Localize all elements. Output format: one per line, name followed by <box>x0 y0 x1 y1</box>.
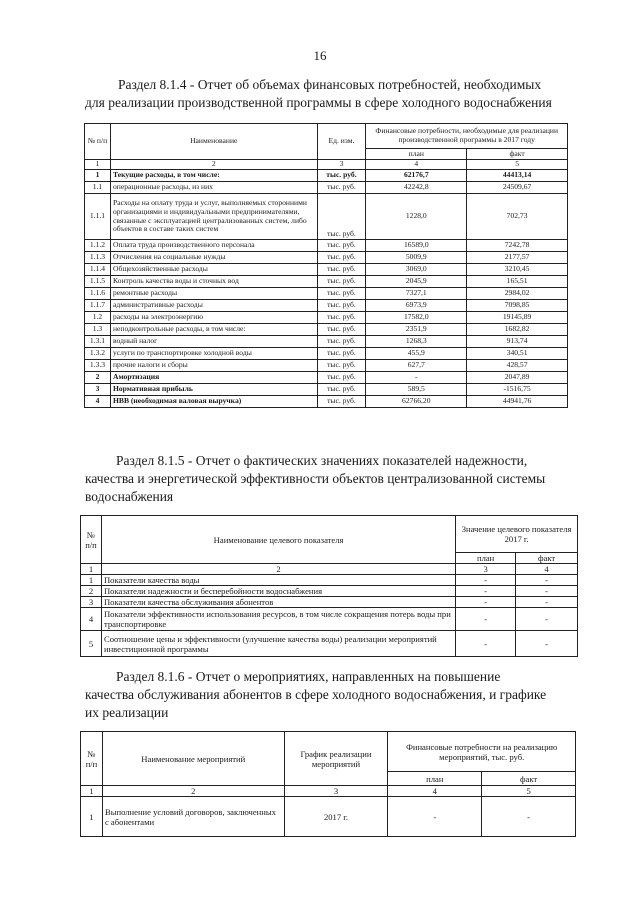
col-number-5: 5 <box>482 786 576 797</box>
row-fact: 165,51 <box>467 276 568 288</box>
row-num: 5 <box>81 631 102 657</box>
row-num: 1.1.3 <box>85 252 111 264</box>
table-row <box>85 348 568 360</box>
row-num: 2 <box>85 372 111 384</box>
row-plan: - <box>388 797 482 837</box>
row-num: 1.1.2 <box>85 240 111 252</box>
row-num: 1 <box>81 797 103 837</box>
row-unit: тыс. руб. <box>317 300 366 312</box>
col-number-3: 3 <box>317 160 366 170</box>
col-header-fact: факт <box>516 553 578 564</box>
row-num: 1.3 <box>85 324 111 336</box>
row-name: расходы на электроэнергию <box>110 312 317 324</box>
row-unit: тыс. руб. <box>317 194 366 240</box>
col-header-name: Наименование мероприятий <box>102 732 284 786</box>
row-name: Отчисления на социальные нужды <box>110 252 317 264</box>
table-row <box>85 252 568 264</box>
col-number-2: 2 <box>110 160 317 170</box>
col-header-fact: факт <box>467 149 568 160</box>
col-header-name: Наименование целевого показателя <box>101 516 455 564</box>
row-fact: - <box>516 608 578 631</box>
col-number-2: 2 <box>102 786 284 797</box>
row-plan: 7327,1 <box>366 288 467 300</box>
row-plan: 1268,3 <box>366 336 467 348</box>
section-2-title-line-3: водоснабжения <box>85 489 174 504</box>
row-name: неподконтрольные расходы, в том числе: <box>110 324 317 336</box>
row-num: 3 <box>85 384 111 396</box>
row-num: 1.2 <box>85 312 111 324</box>
row-name: административные расходы <box>110 300 317 312</box>
row-num: 1.1.1 <box>85 194 111 240</box>
row-fact: 2047,89 <box>467 372 568 384</box>
table-row <box>81 586 578 597</box>
row-name: водный налог <box>110 336 317 348</box>
table-row <box>85 240 568 252</box>
row-name: НВВ (необходимая валовая выручка) <box>110 396 317 408</box>
row-plan: - <box>366 372 467 384</box>
row-fact: 44413,14 <box>467 170 568 182</box>
row-name: Оплата труда производственного персонала <box>110 240 317 252</box>
row-schedule: 2017 г. <box>284 797 388 837</box>
table-row <box>81 575 578 586</box>
col-header-num: № п/п <box>81 732 103 786</box>
row-unit: тыс. руб. <box>317 170 366 182</box>
row-fact: -1516,75 <box>467 384 568 396</box>
row-unit: тыс. руб. <box>317 240 366 252</box>
col-number-3: 3 <box>284 786 388 797</box>
table-row <box>81 797 576 837</box>
row-num: 1.1 <box>85 182 111 194</box>
table-row <box>85 312 568 324</box>
row-num: 1 <box>85 170 111 182</box>
row-plan: 2351,9 <box>366 324 467 336</box>
table-row <box>85 396 568 408</box>
row-plan: - <box>456 608 516 631</box>
row-num: 1.3.2 <box>85 348 111 360</box>
row-unit: тыс. руб. <box>317 336 366 348</box>
row-unit: тыс. руб. <box>317 264 366 276</box>
col-header-plan: план <box>456 553 516 564</box>
row-name: Текущие расходы, в том числе: <box>110 170 317 182</box>
row-name: ремонтные расходы <box>110 288 317 300</box>
table-row <box>85 288 568 300</box>
row-num: 1.3.3 <box>85 360 111 372</box>
table-row <box>81 597 578 608</box>
row-plan: 62766,20 <box>366 396 467 408</box>
table-row <box>81 608 578 631</box>
row-fact: 340,51 <box>467 348 568 360</box>
row-plan: - <box>456 631 516 657</box>
col-header-fact: факт <box>482 772 576 786</box>
row-fact: 44941,76 <box>467 396 568 408</box>
row-num: 2 <box>81 586 102 597</box>
table-row <box>85 182 568 194</box>
col-number-2: 2 <box>101 564 455 575</box>
table-row <box>85 276 568 288</box>
row-name: Выполнение условий договоров, заключенных с абонентами <box>102 797 284 837</box>
row-unit: тыс. руб. <box>317 384 366 396</box>
row-name: услуги по транспортировке холодной воды <box>110 348 317 360</box>
row-num: 1 <box>81 575 102 586</box>
col-number-5: 5 <box>467 160 568 170</box>
row-name: Амортизация <box>110 372 317 384</box>
col-header-plan: план <box>388 772 482 786</box>
row-name: Контроль качества воды и сточных вод <box>110 276 317 288</box>
col-header-num: № п/п <box>81 516 102 564</box>
financial-needs-table <box>84 123 568 408</box>
table-row <box>85 372 568 384</box>
row-name: Показатели эффективности использования ресурсов, в том числе сокращения потерь воды при транспортировке <box>101 608 455 631</box>
table-row <box>85 194 568 240</box>
row-fact: - <box>516 586 578 597</box>
row-fact: 2984,02 <box>467 288 568 300</box>
row-num: 4 <box>85 396 111 408</box>
row-plan: 5009,9 <box>366 252 467 264</box>
section-1-title-line-1: Раздел 8.1.4 - Отчет об объемах финансовых потребностей, необходимых <box>118 77 542 92</box>
col-header-unit: Ед. изм. <box>317 124 366 160</box>
row-num: 4 <box>81 608 102 631</box>
row-plan: 455,9 <box>366 348 467 360</box>
row-fact: 7098,85 <box>467 300 568 312</box>
row-plan: - <box>456 597 516 608</box>
row-plan: 62176,7 <box>366 170 467 182</box>
row-unit: тыс. руб. <box>317 252 366 264</box>
row-plan: - <box>456 575 516 586</box>
row-fact: 913,74 <box>467 336 568 348</box>
section-3-title-line-2: качества обслуживания абонентов в сфере холодного водоснабжения, и графике <box>85 687 547 702</box>
row-fact: - <box>516 597 578 608</box>
row-fact: 3210,45 <box>467 264 568 276</box>
col-number-1: 1 <box>81 564 102 575</box>
row-plan: - <box>456 586 516 597</box>
measures-table <box>80 731 576 837</box>
table-row <box>85 384 568 396</box>
col-header-plan: план <box>366 149 467 160</box>
row-num: 1.1.7 <box>85 300 111 312</box>
section-2-title-line-2: качества и энергетической эффективности объектов централизованной системы <box>85 471 546 486</box>
col-number-1: 1 <box>85 160 111 170</box>
row-name: Общехозяйственные расходы <box>110 264 317 276</box>
row-name: Нормативная прибыль <box>110 384 317 396</box>
section-2-title-line-1: Раздел 8.1.5 - Отчет о фактических значениях показателей надежности, <box>116 453 528 468</box>
target-indicators-table <box>80 515 578 657</box>
section-3-title-line-3: их реализации <box>85 705 169 720</box>
table-row <box>85 324 568 336</box>
row-plan: 589,5 <box>366 384 467 396</box>
table-row <box>85 336 568 348</box>
row-unit: тыс. руб. <box>317 396 366 408</box>
row-num: 3 <box>81 597 102 608</box>
row-name: Показатели качества воды <box>101 575 455 586</box>
row-name: прочие налоги и сборы <box>110 360 317 372</box>
row-unit: тыс. руб. <box>317 312 366 324</box>
row-unit: тыс. руб. <box>317 372 366 384</box>
row-unit: тыс. руб. <box>317 182 366 194</box>
table-row <box>85 300 568 312</box>
col-header-financial-needs: Финансовые потребности на реализацию мероприятий, тыс. руб. <box>388 732 576 772</box>
row-plan: 17582,0 <box>366 312 467 324</box>
row-unit: тыс. руб. <box>317 348 366 360</box>
row-num: 1.1.6 <box>85 288 111 300</box>
col-number-4: 4 <box>388 786 482 797</box>
col-header-financial-needs: Финансовые потребности, необходимые для реализации производственной программы в 2017 году <box>366 124 568 149</box>
col-header-num: № п/п <box>85 124 111 160</box>
row-plan: 1228,0 <box>366 194 467 240</box>
row-plan: 3069,0 <box>366 264 467 276</box>
row-fact: 702,73 <box>467 194 568 240</box>
row-name: операционные расходы, из них <box>110 182 317 194</box>
row-name: Показатели надежности и бесперебойности водоснабжения <box>101 586 455 597</box>
row-fact: - <box>516 631 578 657</box>
table-row <box>81 631 578 657</box>
row-plan: 16589,0 <box>366 240 467 252</box>
row-num: 1.1.5 <box>85 276 111 288</box>
row-name: Показатели качества обслуживания абонентов <box>101 597 455 608</box>
row-name: Соотношение цены и эффективности (улучшение качества воды) реализации мероприятий инвестиционной программы <box>101 631 455 657</box>
row-fact: - <box>516 575 578 586</box>
row-fact: - <box>482 797 576 837</box>
row-unit: тыс. руб. <box>317 360 366 372</box>
row-unit: тыс. руб. <box>317 324 366 336</box>
col-header-schedule: График реализации мероприятий <box>284 732 388 786</box>
section-3-title-line-1: Раздел 8.1.6 - Отчет о мероприятиях, направленных на повышение <box>116 669 501 684</box>
table-row <box>85 170 568 182</box>
page-number: 16 <box>313 48 327 63</box>
table-row <box>85 264 568 276</box>
row-fact: 1682,82 <box>467 324 568 336</box>
row-name: Расходы на оплату труда и услуг, выполняемых сторонними организациями и индивидуальными предпринимателями, связанные с эксплуатацией централизованных систем, либо объектов в составе таких систем <box>110 194 317 240</box>
col-header-name: Наименование <box>110 124 317 160</box>
col-number-3: 3 <box>456 564 516 575</box>
row-fact: 19145,89 <box>467 312 568 324</box>
row-fact: 428,57 <box>467 360 568 372</box>
row-fact: 7242,78 <box>467 240 568 252</box>
row-fact: 24509,67 <box>467 182 568 194</box>
row-fact: 2177,57 <box>467 252 568 264</box>
row-plan: 627,7 <box>366 360 467 372</box>
row-unit: тыс. руб. <box>317 276 366 288</box>
col-number-1: 1 <box>81 786 103 797</box>
section-1-title-line-2: для реализации производственной программы в сфере холодного водоснабжения <box>85 95 552 110</box>
col-number-4: 4 <box>516 564 578 575</box>
row-num: 1.1.4 <box>85 264 111 276</box>
row-unit: тыс. руб. <box>317 288 366 300</box>
row-plan: 6973,9 <box>366 300 467 312</box>
col-header-value: Значение целевого показателя 2017 г. <box>456 516 578 553</box>
table-row <box>85 360 568 372</box>
col-number-4: 4 <box>366 160 467 170</box>
row-plan: 2045,9 <box>366 276 467 288</box>
row-num: 1.3.1 <box>85 336 111 348</box>
row-plan: 42242,8 <box>366 182 467 194</box>
